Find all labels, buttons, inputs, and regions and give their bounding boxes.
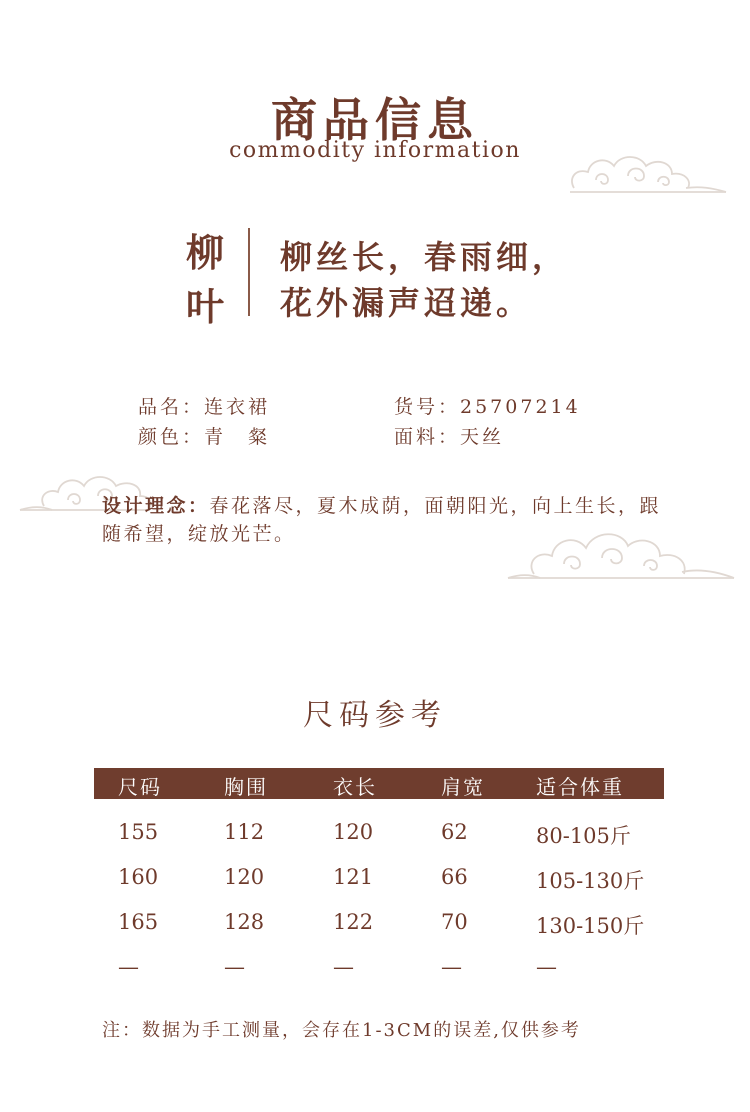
header-chest: 胸围: [224, 775, 268, 799]
table-cell: 122: [333, 910, 374, 934]
table-cell: 62: [441, 820, 468, 844]
table-cell: —: [224, 955, 245, 979]
header-weight: 适合体重: [536, 775, 624, 799]
table-cell: 66: [441, 865, 468, 889]
page-subtitle: commodity information: [229, 138, 521, 163]
design-concept-text: 春花落尽，夏木成荫，面朝阳光，向上生长，跟随希望，绽放光芒。: [102, 495, 662, 545]
design-concept: [102, 492, 672, 548]
info-fabric: 面料：天丝: [394, 426, 505, 448]
product-name-vertical: [186, 226, 232, 334]
info-color: 颜色：青 粲: [138, 426, 271, 448]
poem-line-1: 柳丝长，春雨细，: [280, 238, 569, 276]
product-name-text: 柳 叶: [186, 230, 225, 329]
table-cell: 80-105斤: [536, 824, 631, 848]
poem-line-2: 花外漏声迢递。: [280, 284, 533, 322]
table-cell: 121: [333, 865, 374, 889]
header-size: 尺码: [118, 775, 162, 799]
design-concept-label: 设计理念：: [102, 495, 210, 517]
measurement-note: 注：数据为手工测量，会存在1-3CM的误差,仅供参考: [102, 1020, 581, 1041]
header-shoulder: 肩宽: [441, 775, 485, 799]
table-cell: 120: [333, 820, 374, 844]
table-cell: 70: [441, 910, 468, 934]
info-item-number: 货号：25707214: [394, 396, 581, 418]
table-cell: 165: [118, 910, 159, 934]
table-cell: —: [333, 955, 354, 979]
table-cell: 160: [118, 865, 159, 889]
table-cell: 130-150斤: [536, 914, 645, 938]
poem-divider: [248, 228, 250, 316]
table-cell: 128: [224, 910, 265, 934]
table-cell: —: [118, 955, 139, 979]
info-product-name: 品名：连衣裙: [138, 396, 271, 418]
table-cell: —: [441, 955, 462, 979]
table-cell: 120: [224, 865, 265, 889]
header-length: 衣长: [333, 775, 377, 799]
table-cell: 155: [118, 820, 159, 844]
size-section-title: 尺码参考: [303, 698, 447, 733]
table-cell: —: [536, 955, 557, 979]
table-cell: 105-130斤: [536, 869, 645, 893]
page-title: 商品信息: [271, 93, 479, 147]
table-cell: 112: [224, 820, 265, 844]
